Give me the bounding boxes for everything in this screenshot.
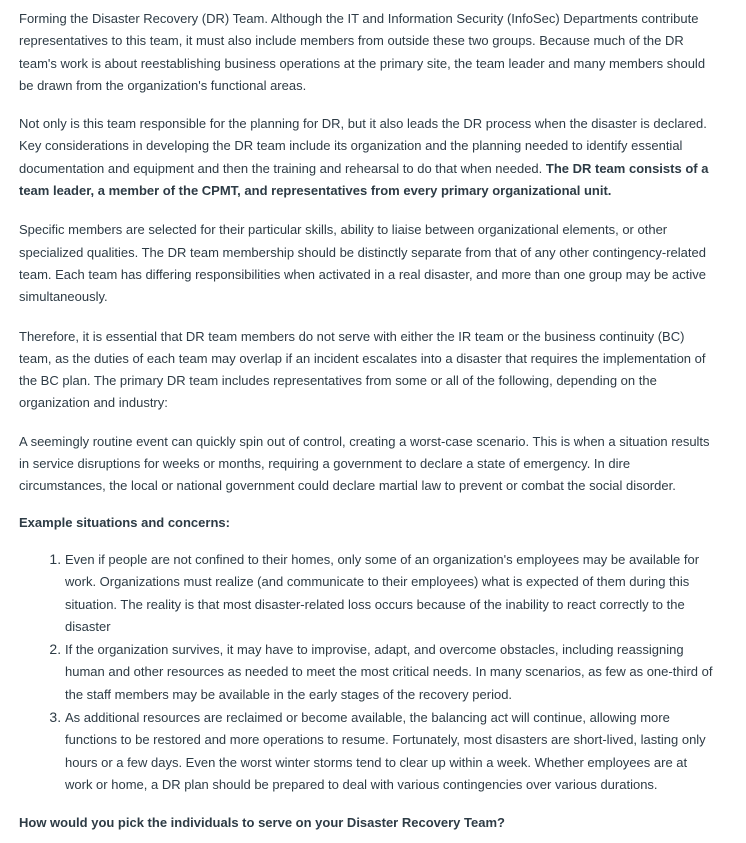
paragraph-team-composition-bold: The DR team consists of a team leader, a member of the CPMT, and representatives from every primary organizational unit.: [19, 160, 709, 199]
list-item: 2. If the organization survives, it may have to improvise, adapt, and overcome obstacles, including reassigning human and other resources as needed to meet the most critical needs. In many scenarios, as few as one-third of the staff members may be available in the early stages of the recovery period.: [65, 638, 714, 706]
list-item: 3. As additional resources are reclaimed or become available, the balancing act will continue, allowing more functions to be restored and more operations to resume. Fortunately, most disasters are short-lived, lasting only hours or a few days. Even the worst winter storms tend to clear up within a week. Whether employees are at work or home, a DR plan should be prepared to deal with various contingencies over various durations.: [65, 706, 714, 796]
example-situations-heading: Example situations and concerns:: [19, 514, 230, 530]
paragraph-team-responsibility-text: Not only is this team responsible for the planning for DR, but it also leads the DR process when the disaster is declared. Key considerations in developing the DR team include its organization and the planning needed to identify essential documentation and equipment and then the training and rehearsal to do that when needed.: [19, 116, 707, 176]
paragraph-member-selection: Specific members are selected for their particular skills, ability to liaise between organizational elements, or other specialized qualities. The DR team membership should be distinctly separate from that of any other contingency-related team. Each team has differing responsibilities when activated in a real disaster, and more than one group may be active simultaneously.: [19, 222, 706, 305]
paragraph-team-responsibility: [19, 113, 714, 202]
list-item: 1. Even if people are not confined to their homes, only some of an organization's employees may be available for work. Organizations must realize (and communicate to their employees) what is expected of them during this situation. The reality is that most disaster-related loss occurs because of the inability to react correctly to the disaster: [65, 548, 714, 638]
paragraph-forming-dr-team: Forming the Disaster Recovery (DR) Team. Although the IT and Information Security (InfoSec) Departments contribute representatives to this team, it must also include members from outside these two groups. Because much of the DR team's work is about reestablishing business operations at the primary site, the team leader and many members should be drawn from the organization's functional areas.: [19, 11, 706, 93]
paragraph-team-separation: Therefore, it is essential that DR team members do not serve with either the IR team or the business continuity (BC) team, as the duties of each team may overlap if an incident escalates into a disaster that requires the implementation of the BC plan. The primary DR team includes representatives from some or all of the following, depending on the organization and industry:: [19, 328, 706, 411]
discussion-question: How would you pick the individuals to serve on your Disaster Recovery Team?: [19, 815, 505, 831]
paragraph-worst-case-scenario: A seemingly routine event can quickly spin out of control, creating a worst-case scenario. This is when a situation results in service disruptions for weeks or months, requiring a government to declare a state of emergency. In dire circumstances, the local or national government could declare martial law to prevent or combat the social disorder.: [19, 433, 710, 494]
example-situations-list: [19, 548, 714, 796]
